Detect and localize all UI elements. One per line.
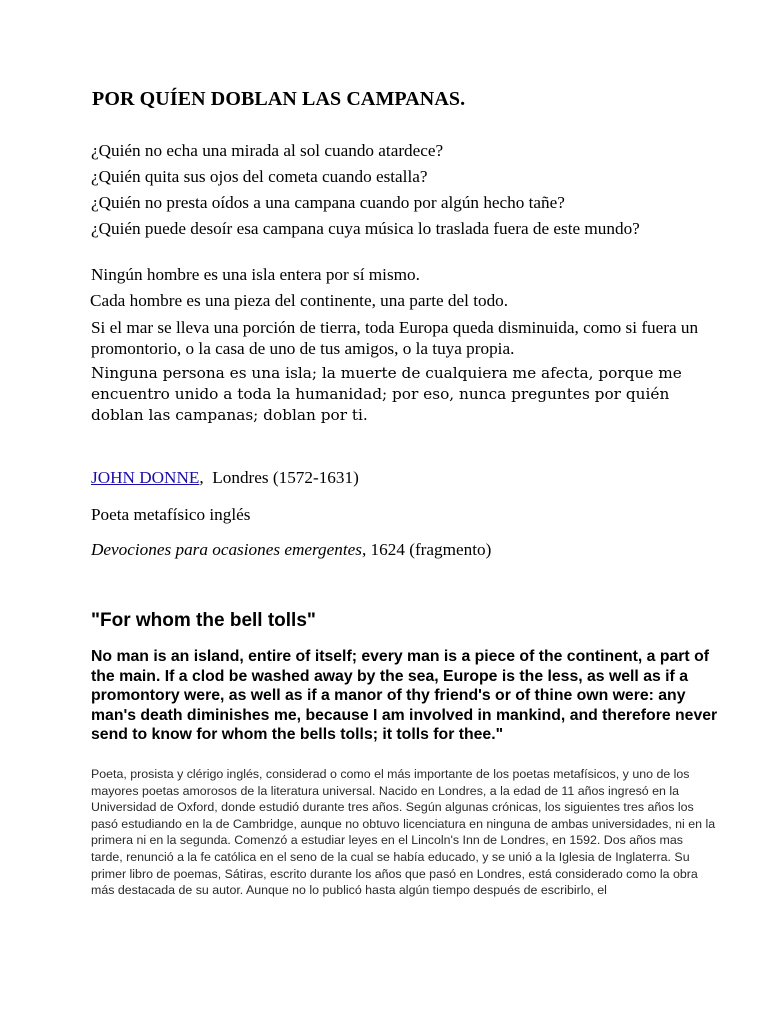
biography-text: Poeta, prosista y clérigo inglés, considerad o como el más importante de los poetas metafísicos, y uno de los mayores poetas amorosos de la literatura universal. Nacido en Londres, a la edad de 11 años ingresó en la Universidad de Oxford, donde estudió durante tres años. Según algunas crónicas, los siguientes tres años los pasó estudiando en la de Cambridge, aunque no obtuvo licenciatura en ninguna de ambas universidades, ni en la primera ni en la segunda. Comenzó a estudiar leyes en el Lincoln's Inn de Londres, en 1592. Dos años mas tarde, renunció a la fe católica en el seno de la cual se había educado, y se unió a la Iglesia de Inglaterra. Su primer libro de poemas, Sátiras, escrito durante los años que pasó en Londres, está considerado como la obra más destacada de su autor. Aunque no lo publicó hasta algún tiempo después de escribirlo, el [91,767,716,898]
poem-line: ¿Quién quita sus ojos del cometa cuando estalla? [91,167,428,186]
poem-line: Cada hombre es una pieza del continente, una parte del todo. [90,291,509,310]
source-line [91,540,491,560]
author-description: Poeta metafísico inglés [91,505,251,524]
poem-line: ¿Quién no presta oídos a una campana cuando por algún hecho tañe? [91,193,565,212]
page-title: POR QUÍEN DOBLAN LAS CAMPANAS. [92,88,466,110]
author-details: Londres (1572-1631) [212,468,359,487]
poem-line: Ningún hombre es una isla entera por sí mismo. [91,265,420,284]
source-details: , 1624 (fragmento) [361,540,492,559]
english-title: "For whom the bell tolls" [91,610,316,631]
english-quote: No man is an island, entire of itself; every man is a piece of the continent, a part of the main. If a clod be washed away by the sea, Europe is the less, as well as if a promontory were, as well as if a manor of thy friend's or of thine own were: any man's death diminishes me, because I am involved in mankind, and therefore never send to know for whom the bells tolls; it tolls for thee." [91,648,718,743]
poem-line: ¿Quién puede desoír esa campana cuya música lo traslada fuera de este mundo? [91,219,640,238]
poem-line: Si el mar se lleva una porción de tierra, toda Europa queda disminuida, como si fuera un promontorio, o la casa de uno de tus amigos, o la tuya propia. [91,318,699,358]
poem-line: ¿Quién no echa una mirada al sol cuando atardece? [91,141,444,160]
author-line [91,468,359,488]
source-work: Devociones para ocasiones emergentes [91,540,362,559]
poem-line: Ninguna persona es una isla; la muerte de cualquiera me afecta, porque me encuentro unido a toda la humanidad; por eso, nunca preguntes por quién doblan las campanas; doblan por ti. [91,364,682,424]
author-link[interactable]: JOHN DONNE [91,468,200,487]
author-separator: , [199,468,204,487]
